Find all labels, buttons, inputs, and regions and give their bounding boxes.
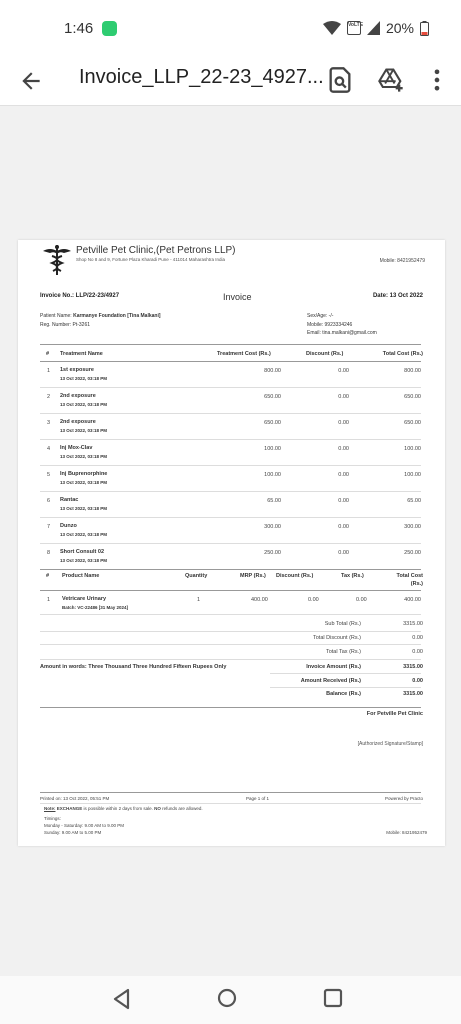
patient-mobile: Mobile: 9923334246 (307, 322, 353, 328)
col-header-product-total: Total Cost (396, 573, 423, 579)
printed-on: Printed on: 13 Oct 2022, 05:51 PM (40, 796, 110, 801)
col-header-no: # (46, 573, 50, 579)
total-tax-value: 0.00 (412, 649, 423, 655)
nav-home-icon[interactable] (217, 988, 237, 1008)
divider (40, 707, 421, 708)
signature-stamp: [Authorized Signature/Stamp] (357, 741, 423, 747)
divider (40, 614, 421, 615)
clinic-name: Petville Pet Clinic,(Pet Petrons LLP) (76, 245, 236, 256)
wifi-icon (323, 21, 341, 35)
col-header-discount: Discount (Rs.) (306, 351, 344, 357)
col-header-mrp: MRP (Rs.) (240, 573, 266, 579)
col-header-product-discount: Discount (Rs.) (276, 573, 314, 579)
battery-icon (420, 21, 429, 36)
table-row: 3 2nd exposure 13 Oct 2022, 03:18 PM 650.00 0.00 650.00 (18, 414, 445, 440)
add-to-drive-icon[interactable] (377, 66, 405, 94)
page-of: Page 1 of 1 (246, 796, 270, 801)
timings-weekday: Monday - Saturday: 9.00 AM to 9.00 PM (44, 823, 125, 828)
table-row: 1 1st exposure 13 Oct 2022, 03:18 PM 800.00 0.00 800.00 (18, 362, 445, 388)
divider (40, 344, 421, 345)
col-header-total-cost: Total Cost (Rs.) (382, 351, 423, 357)
col-header-quantity: Quantity (185, 573, 208, 579)
powered-by: Powered by Practo (384, 796, 423, 801)
col-header-no: # (46, 351, 50, 357)
invoice-amount-value: 3315.00 (403, 664, 423, 670)
nav-recents-icon[interactable] (323, 988, 343, 1008)
divider (40, 792, 421, 793)
footer-mobile: Mobile: 8421952479 (386, 830, 427, 835)
divider (40, 569, 421, 570)
balance-value: 3315.00 (403, 691, 423, 697)
clinic-mobile: Mobile: 8421952479 (379, 258, 425, 264)
note: Note: EXCHANGE is possible within 2 days from sale. NO refunds are allowed. (44, 806, 203, 811)
reg-number: Reg. Number: Pt-3261 (40, 322, 91, 328)
status-indicators (323, 20, 429, 36)
sex-age: Sex/Age: -/- (307, 313, 334, 319)
total-tax-label: Total Tax (Rs.) (325, 649, 361, 655)
pdf-viewer[interactable] (0, 106, 461, 976)
col-header-tax: Tax (Rs.) (341, 573, 364, 579)
table-row: 2 2nd exposure 13 Oct 2022, 03:18 PM 650.00 0.00 650.00 (18, 388, 445, 414)
invoice-amount-label: Invoice Amount (Rs.) (306, 664, 361, 670)
table-row: 8 Short Consult 02 13 Oct 2022, 03:18 PM 250.00 0.00 250.00 (47, 549, 421, 563)
amount-received-value: 0.00 (412, 678, 423, 684)
caduceus-logo-icon (40, 243, 74, 277)
invoice-page (18, 240, 445, 846)
amount-received-label: Amount Received (Rs.) (300, 678, 361, 684)
col-header-product-total-unit: (Rs.) (410, 581, 423, 587)
table-row: 4 Inj Mox-Clav 13 Oct 2022, 03:18 PM 100.00 0.00 100.00 (18, 440, 445, 466)
patient-email: Email: tina.malkani@gmail.com (307, 330, 377, 336)
document-title: Invoice_LLP_22-23_4927... (79, 66, 324, 88)
amount-in-words: Amount in words: Three Thousand Three Hundred Fifteen Rupees Only (40, 664, 227, 670)
balance-label: Balance (Rs.) (326, 691, 361, 697)
more-vert-icon[interactable] (423, 66, 451, 94)
arrow-back-icon[interactable] (18, 68, 44, 94)
invoice-date: Date: 13 Oct 2022 (372, 293, 423, 299)
timings-label: Timings: (44, 816, 61, 821)
invoice-heading: Invoice (223, 292, 252, 302)
col-header-treatment-cost: Treatment Cost (Rs.) (217, 351, 271, 357)
table-row: 7 Dunzo 13 Oct 2022, 03:18 PM 300.00 0.00 300.00 (18, 518, 445, 544)
nav-back-icon[interactable] (112, 988, 132, 1010)
table-row: 6 Rantac 13 Oct 2022, 03:18 PM 65.00 0.00 65.00 (18, 492, 445, 518)
volte-icon: VoLTE (347, 21, 361, 35)
invoice-number: Invoice No.: LLP/22-23/4927 (40, 293, 120, 299)
total-discount-label: Total Discount (Rs.) (313, 635, 361, 641)
sub-total-label: Sub Total (Rs.) (324, 621, 361, 627)
patient-name: Patient Name: Karmanye Foundation [Tina Malkani] (40, 313, 161, 319)
chat-app-notification-icon (102, 21, 117, 36)
clinic-address: Shop No 8 and 9, Fortune Plaza Kharadi Pune - 411014 Maharashtra India (76, 257, 226, 262)
for-clinic: For Petville Pet Clinic (366, 711, 423, 717)
timings-sunday: Sunday: 9.00 AM to 5.00 PM (44, 830, 102, 835)
sub-total-value: 3315.00 (403, 621, 423, 627)
total-discount-value: 0.00 (412, 635, 423, 641)
system-nav-bar (0, 976, 461, 1024)
status-time: 1:46 (64, 20, 94, 37)
table-row: 1 Vetricare Urinary Batch: VC-22486 [31 May 2024] 1 400.00 0.00 0.00 400.00 (47, 596, 421, 610)
col-header-product-name: Product Name (62, 573, 100, 579)
app-bar (0, 58, 461, 106)
battery-percent: 20% (385, 20, 414, 36)
signal-icon (367, 21, 380, 35)
status-bar (0, 0, 461, 58)
search-in-document-icon[interactable] (326, 66, 354, 94)
col-header-treatment-name: Treatment Name (60, 351, 103, 357)
table-row: 5 Inj Buprenorphine 13 Oct 2022, 03:18 PM 100.00 0.00 100.00 (18, 466, 445, 492)
